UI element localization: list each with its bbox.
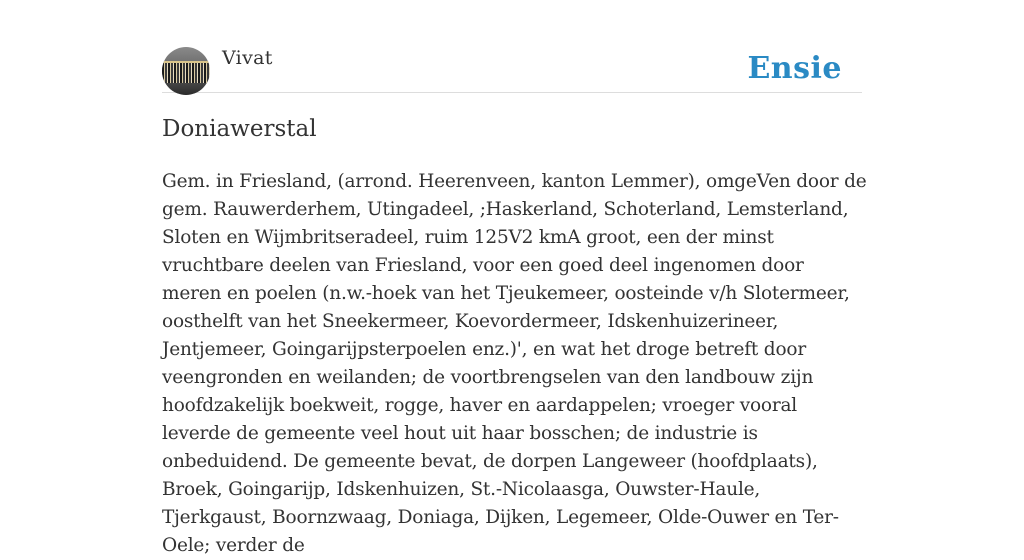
username-link[interactable]: Vivat [222,47,273,69]
article-body: Gem. in Friesland, (arrond. Heerenveen, kanton Lemmer), omgeVen door de gem. Rauwerderhem, Utingadeel, ;Haskerland, Schoterland, Lemsterland, Sloten en Wijmbritseradeel, ruim 125V2 kmA groot, een der minst vruchtbare deelen van Friesland, voor een goed deel ingenomen door meren en poelen (n.w.-hoek van het Tjeukemeer, oosteinde v/h Slotermeer, oosthelft van het Sneekermeer, Koevordermeer, Idskenhuizerineer, Jentjemeer, Goingarijpsterpoelen enz.)', en wat het droge betreft door veengronden en weilanden; de voortbrengselen van den landbouw zijn hoofdzakelijk boekweit, rogge, haver en aardappelen; vroeger vooral leverde de gemeente veel hout uit haar bosschen; de industrie is onbeduidend. De gemeente bevat, de dorpen Langeweer (hoofdplaats), Broek, Goingarijp, Idskenhuizen, St.-Nicolaasga, Ouwster-Haule, Tjerkgaust, Boornzwaag, Doniaga, Dijken, Legemeer, Olde-Ouwer en Ter-Oele; verder de [162,171,867,556]
avatar[interactable] [162,47,210,95]
article-title: Doniawerstal [162,116,317,142]
bookshelf-image [162,61,210,83]
shelf-line [162,61,210,63]
brand-logo[interactable]: Ensie [747,51,842,86]
site-header [162,46,862,93]
